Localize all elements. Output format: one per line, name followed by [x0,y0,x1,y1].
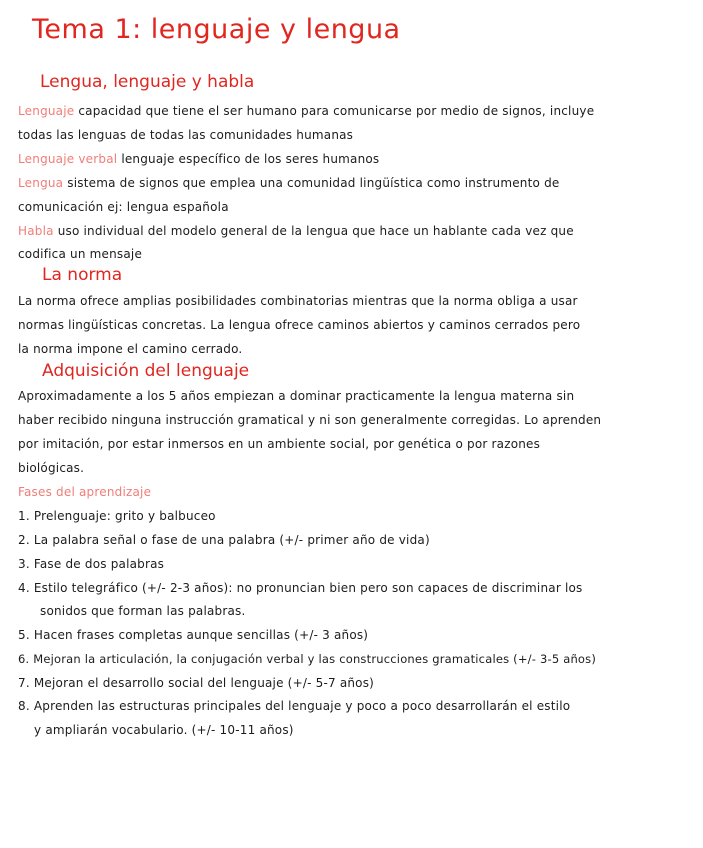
definition-text: sistema de signos que emplea una comunidad lingüística como instrumento de [67,176,560,190]
heading-lengua-lenguaje-habla: Lengua, lenguaje y habla [40,72,255,92]
definition-continuation: comunicación ej: lengua española [18,200,229,214]
definition-lengua [18,175,559,191]
definition-text: lenguaje específico de los seres humanos [121,152,380,166]
definition-continuation: codifica un mensaje [18,247,143,261]
phase-item: 2. La palabra señal o fase de una palabra (+/- primer año de vida) [18,533,430,547]
subheading-fases-del-aprendizaje: Fases del aprendizaje [18,485,152,499]
definition-lenguaje [18,103,594,119]
paragraph-line: la norma impone el camino cerrado. [18,342,243,356]
term-lenguaje-verbal: Lenguaje verbal [18,152,118,166]
phase-item: 1. Prelenguaje: grito y balbuceo [18,509,216,523]
heading-la-norma: La norma [42,265,123,285]
definition-text: capacidad que tiene el ser humano para comunicarse por medio de signos, incluye [78,104,595,118]
phase-item-continuation: sonidos que forman las palabras. [40,604,246,618]
phase-item: 8. Aprenden las estructuras principales del lenguaje y poco a poco desarrollarán el estilo [18,699,571,713]
paragraph-line: biológicas. [18,461,85,475]
paragraph-line: haber recibido ninguna instrucción gramatical y ni son generalmente corregidas. Lo aprenden [18,413,602,427]
paragraph-line: Aproximadamente a los 5 años empiezan a dominar practicamente la lengua materna sin [18,389,575,403]
phase-item: 6. Mejoran la articulación, la conjugación verbal y las construcciones gramaticales (+/- 3-5 años) [18,652,597,666]
phase-item: 5. Hacen frases completas aunque sencillas (+/- 3 años) [18,628,369,642]
phase-item: 7. Mejoran el desarrollo social del lenguaje (+/- 5-7 años) [18,676,375,690]
phase-item-continuation: y ampliarán vocabulario. (+/- 10-11 años) [34,723,294,737]
definition-continuation: todas las lenguas de todas las comunidades humanas [18,128,354,142]
page-title: Tema 1: lenguaje y lengua [32,14,401,45]
term-lenguaje: Lenguaje [18,104,75,118]
term-lengua: Lengua [18,176,64,190]
definition-habla [18,223,574,239]
paragraph-line: normas lingüísticas concretas. La lengua ofrece caminos abiertos y caminos cerrados pero [18,318,581,332]
definition-lenguaje-verbal [18,151,379,167]
phase-item: 4. Estilo telegráfico (+/- 2-3 años): no pronuncian bien pero son capaces de discriminar los [18,581,583,595]
heading-adquisicion-del-lenguaje: Adquisición del lenguaje [42,361,250,381]
term-habla: Habla [18,224,54,238]
paragraph-line: La norma ofrece amplias posibilidades combinatorias mientras que la norma obliga a usar [18,294,578,308]
definition-text: uso individual del modelo general de la lengua que hace un hablante cada vez que [57,224,574,238]
paragraph-line: por imitación, por estar inmersos en un ambiente social, por genética o por razones [18,437,541,451]
phase-item: 3. Fase de dos palabras [18,557,165,571]
